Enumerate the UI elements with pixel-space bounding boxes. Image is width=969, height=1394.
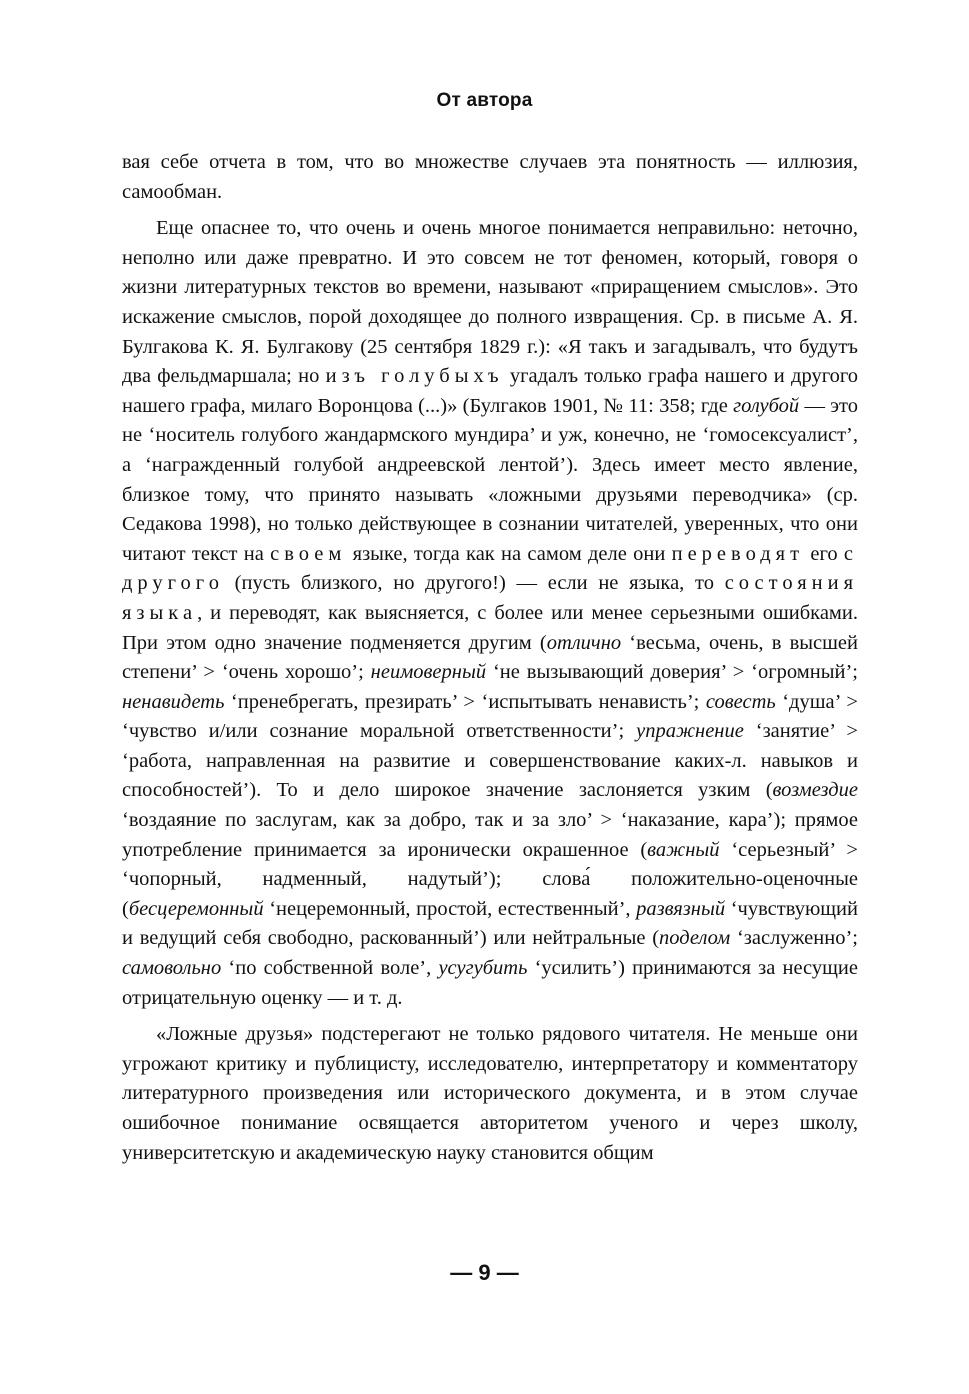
text-run: ‘заслуженно’; <box>730 927 858 950</box>
spaced-emphasis: изъ голубыхъ <box>325 365 504 388</box>
spaced-emphasis: своем <box>270 542 347 565</box>
italic-term: ненавидеть <box>122 690 225 713</box>
text-run: ‘усилить’) принимаются за несущие отрицательную оценку — и т. д. <box>122 957 858 1009</box>
body-text <box>122 148 858 1175</box>
paragraph-continuation: вая себе отчета в том, что во множестве случаев эта понятность — иллюзия, самообман. <box>122 151 858 203</box>
text-run: угадалъ только графа нашего и другого нашего графа, милаго Воронцова (...)» (Булгаков 1901, № 11: 358; где <box>122 365 858 417</box>
running-head: От автора <box>436 90 533 111</box>
spaced-emphasis: с другого <box>122 542 858 595</box>
italic-term: отлично <box>546 631 622 654</box>
text-run: языке, тогда как на самом деле они <box>346 542 672 565</box>
paragraph-false-friends <box>122 214 858 1013</box>
text-run: — это не ‘носитель голубого жандармского мундира’ и уж, конечно, не ‘гомосексуалист’, а ‘награжденный голубой андреевской лентой’). Здесь имеет место явление, близкое тому, что принято называть «ложными друзьями переводчика» (ср. Седакова 1998), но только действующее в сознании читателей, уверенных, что они читают текст на <box>122 394 858 565</box>
text-run: ‘занятие’ > ‘работа, направленная на развитие и совершенствование каких-л. навыков и способностей’). То и дело широкое значение заслоняется узким ( <box>122 720 858 802</box>
text-run: ‘нецеремонный, простой, естественный’, <box>263 897 637 920</box>
italic-term: возмездие <box>772 779 858 802</box>
text-run: ‘весьма, очень, в высшей степени’ > ‘очень хорошо’; <box>122 631 858 684</box>
text-run: ‘душа’ > ‘чувство и/или сознание моральной ответственности’; <box>122 690 858 743</box>
text-run: ‘пренебрегать, презирать’ > ‘испытывать ненависть’; <box>224 690 706 713</box>
paragraph-commentators: «Ложные друзья» подстерегают не только рядового читателя. Не меньше они угрожают критику и публицисту, исследователю, интерпретатору и комментатору литературного произведения или исторического документа, и в этом случае ошибочное понимание освящается авторитетом ученого и через школу, университетскую и академическую науку становится общим <box>122 1023 858 1164</box>
italic-term: развязный <box>636 897 726 920</box>
italic-term: важный <box>647 838 720 861</box>
text-run: его <box>804 542 844 565</box>
text-run: Еще опаснее то, что очень и очень многое понимается неправильно: неточно, неполно или даже превратно. И это совсем не тот феномен, который, говоря о жизни литературных текстов во времени, называют «приращением смыслов». Это искажение смыслов, порой доходящее до полного извращения. Ср. в письме А. Я. Булгакова К. Я. Булгакову (25 сентября 1829 г.): «Я такъ и загадывалъ, что будутъ два фельдмаршала; но <box>122 217 858 388</box>
italic-term: поделом <box>659 927 731 950</box>
text-run: (пусть близкого, но другого!) — если не языка, то <box>223 572 725 595</box>
spaced-emphasis: состояния языка <box>122 572 858 624</box>
italic-term: усугубить <box>438 957 528 980</box>
text-run: ‘чувствующий и ведущий себя свободно, раскованный’) или нейтральные ( <box>122 897 858 950</box>
text-run: ‘серьезный’ > ‘чопорный, надменный, надутый’); слова́ положительно-оценочные ( <box>122 838 858 920</box>
italic-term: совесть <box>705 690 776 713</box>
italic-term: неимоверный <box>370 661 487 684</box>
text-run: ‘воздаяние по заслугам, как за добро, так и за зло’ > ‘наказание, кара’); прямое употребление принимается за иронически окрашенное ( <box>122 809 858 861</box>
text-run: ‘не вызывающий доверия’ > ‘огромный’; <box>486 661 858 684</box>
italic-term: упражнение <box>636 720 744 743</box>
page-number: — 9 — <box>450 1260 519 1285</box>
italic-term: бесцеремонный <box>128 897 264 920</box>
spaced-emphasis: переводят <box>671 542 805 565</box>
text-run: ‘по собственной воле’, <box>221 957 439 980</box>
italic-term: самовольно <box>122 957 222 980</box>
italic-term: голубой <box>733 394 800 417</box>
text-run: , и переводят, как выясняется, с более или менее серьезными ошибками. При этом одно значение подменяется другим ( <box>122 601 858 654</box>
